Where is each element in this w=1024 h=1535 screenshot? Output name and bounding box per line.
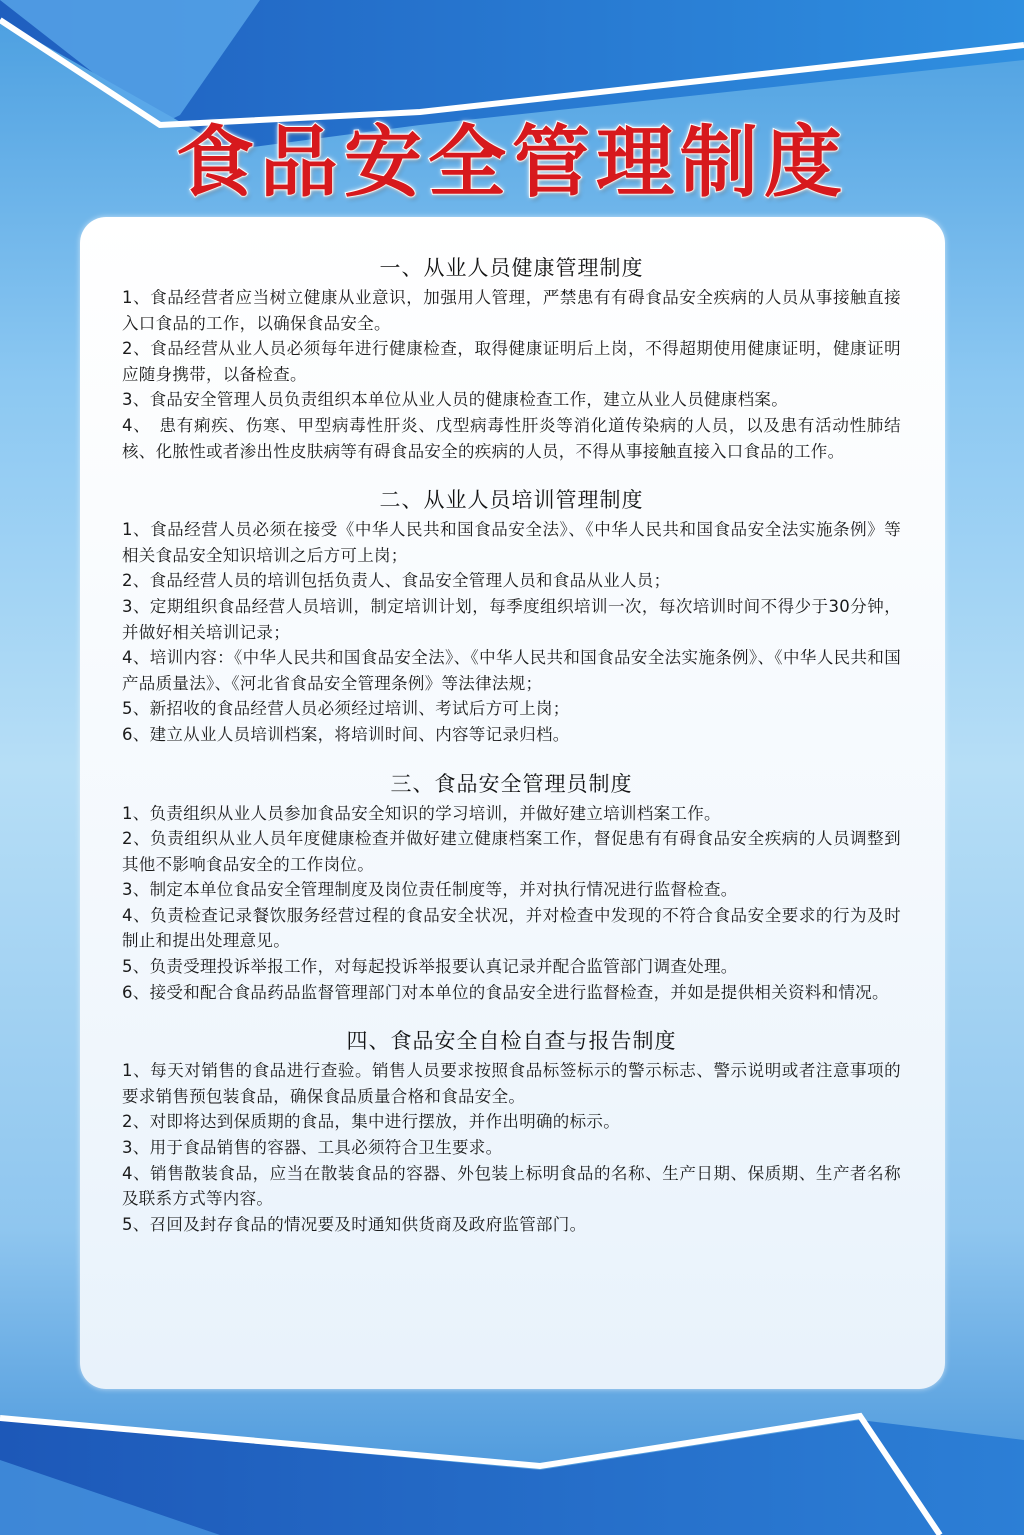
- section-heading: 二、从业人员培训管理制度: [379, 488, 644, 513]
- rule-item: 4、培训内容：《中华人民共和国食品安全法》、《中华人民共和国食品安全法实施条例》、《中华人民共和国产品质量法》、《河北省食品安全管理条例》等法律法规；: [122, 648, 901, 693]
- rule-item: 2、食品经营从业人员必须每年进行健康检查，取得健康证明后上岗，不得超期使用健康证明，健康证明应随身携带，以备检查。: [122, 339, 901, 384]
- rule-item: 5、召回及封存食品的情况要及时通知供货商及政府监管部门。: [122, 1214, 587, 1234]
- section-heading: 三、食品安全管理员制度: [390, 771, 633, 796]
- rule-item: 3、食品安全管理人员负责组织本单位从业人员的健康检查工作，建立从业人员健康档案。: [122, 390, 788, 410]
- section-health: [122, 253, 901, 464]
- rule-item: 6、建立从业人员培训档案，将培训时间、内容等记录归档。: [122, 724, 570, 744]
- rule-item: 6、接受和配合食品药品监督管理部门对本单位的食品安全进行监督检查，并如是提供相关资料和情况。: [122, 982, 889, 1002]
- section-training: [122, 485, 901, 747]
- rule-item: 1、每天对销售的食品进行查验。销售人员要求按照食品标签标示的警示标志、警示说明或者注意事项的要求销售预包装食品，确保食品质量合格和食品安全。: [122, 1061, 901, 1106]
- content-panel: [80, 217, 945, 1389]
- rule-item: 4、销售散装食品，应当在散装食品的容器、外包装上标明食品的名称、生产日期、保质期、生产者名称及联系方式等内容。: [122, 1163, 901, 1209]
- rule-item: 1、食品经营人员必须在接受《中华人民共和国食品安全法》、《中华人民共和国食品安全法实施条例》等相关食品安全知识培训之后方可上岗；: [122, 520, 901, 565]
- rule-item: 4、 患有痢疾、伤寒、甲型病毒性肝炎、戊型病毒性肝炎等消化道传染病的人员，以及患有活动性肺结核、化脓性或者渗出性皮肤病等有碍食品安全的疾病的人员，不得从事接触直接入口食品的工作。: [122, 415, 901, 461]
- section-safety-officer: [122, 769, 901, 1006]
- rule-item: 3、用于食品销售的容器、工具必须符合卫生要求。: [122, 1138, 503, 1158]
- rule-item: 5、负责受理投诉举报工作，对每起投诉举报要认真记录并配合监管部门调查处理。: [122, 957, 738, 977]
- section-self-inspection: [122, 1026, 901, 1237]
- rule-item: 2、负责组织从业人员年度健康检查并做好建立健康档案工作，督促患有有碍食品安全疾病的人员调整到其他不影响食品安全的工作岗位。: [122, 829, 901, 874]
- section-heading: 一、从业人员健康管理制度: [379, 256, 644, 280]
- rule-item: 2、食品经营人员的培训包括负责人、食品安全管理人员和食品从业人员；: [122, 571, 671, 591]
- page-title: 食品安全管理制度: [175, 118, 848, 208]
- rule-item: 1、食品经营者应当树立健康从业意识，加强用人管理，严禁患有有碍食品安全疾病的人员从事接触直接入口食品的工作，以确保食品安全。: [122, 288, 901, 333]
- rule-item: 3、定期组织食品经营人员培训，制定培训计划，每季度组织培训一次，每次培训时间不得少于30分钟，并做好相关培训记录；: [122, 596, 901, 642]
- rule-item: 5、新招收的食品经营人员必须经过培训、考试后方可上岗；: [122, 699, 570, 719]
- rule-item: 2、对即将达到保质期的食品，集中进行摆放，并作出明确的标示。: [122, 1112, 620, 1132]
- section-heading: 四、食品安全自检自查与报告制度: [346, 1029, 677, 1054]
- rule-item: 3、制定本单位食品安全管理制度及岗位责任制度等，并对执行情况进行监督检查。: [122, 880, 738, 900]
- rule-item: 1、负责组织从业人员参加食品安全知识的学习培训，并做好建立培训档案工作。: [122, 803, 721, 823]
- rule-item: 4、负责检查记录餐饮服务经营过程的食品安全状况，并对检查中发现的不符合食品安全要求的行为及时制止和提出处理意见。: [122, 905, 901, 951]
